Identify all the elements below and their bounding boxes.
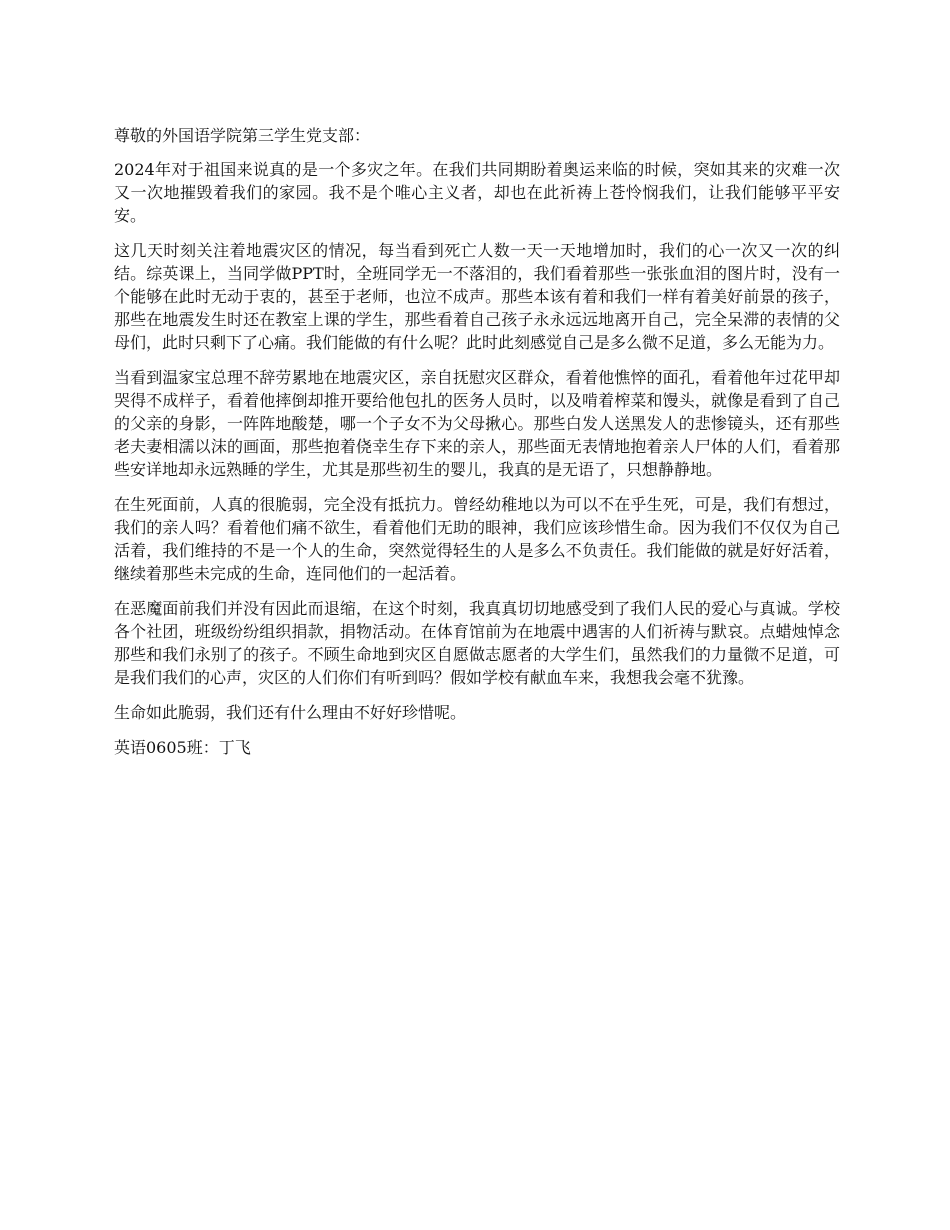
letter-paragraph-1: 2024年对于祖国来说真的是一个多灾之年。在我们共同期盼着奥运来临的时候，突如其来的灾难一次又一次地摧毁着我们的家园。我不是个唯心主义者，却也在此祈祷上苍怜悯我们，让我们能够平平安安。 [114, 160, 840, 225]
letter-salutation: 尊敬的外国语学院第三学生党支部： [114, 126, 371, 145]
letter-document [114, 124, 840, 771]
letter-paragraph-5: 在恶魔面前我们并没有因此而退缩，在这个时刻，我真真切切地感受到了我们人民的爱心与真诚。学校各个社团，班级纷纷组织捐款，捐物活动。在体育馆前为在地震中遇害的人们祈祷与默哀。点蜡烛悼念那些和我们永别了的孩子。不顾生命地到灾区自愿做志愿者的大学生们，虽然我们的力量微不足道，可是我们我们的心声，灾区的人们你们有听到吗？假如学校有献血车来，我想我会毫不犹豫。 [114, 599, 840, 687]
letter-paragraph-2: 这几天时刻关注着地震灾区的情况，每当看到死亡人数一天一天地增加时，我们的心一次又一次的纠结。综英课上，当同学做PPT时，全班同学无一不落泪的，我们看着那些一张张血泪的图片时，没有一个能够在此时无动于衷的，甚至于老师，也泣不成声。那些本该有着和我们一样有着美好前景的孩子，那些在地震发生时还在教室上课的学生，那些看着自己孩子永永远远地离开自己，完全呆滞的表情的父母们，此时只剩下了心痛。我们能做的有什么呢？此时此刻感觉自己是多么微不足道，多么无能为力。 [114, 241, 840, 352]
letter-signature: 英语0605班：丁飞 [114, 738, 251, 757]
letter-closing-line: 生命如此脆弱，我们还有什么理由不好好珍惜呢。 [114, 703, 467, 722]
letter-paragraph-3: 当看到温家宝总理不辞劳累地在地震灾区，亲自抚慰灾区群众，看着他憔悴的面孔，看着他年过花甲却哭得不成样子，看着他摔倒却推开要给他包扎的医务人员时，以及啃着榨菜和馒头，就像是看到了自己的父亲的身影，一阵阵地酸楚，哪一个子女不为父母揪心。那些白发人送黑发人的悲惨镜头，还有那些老夫妻相濡以沫的画面，那些抱着侥幸生存下来的亲人，那些面无表情地抱着亲人尸体的人们，看着那些安详地却永远熟睡的学生，尤其是那些初生的婴儿，我真的是无语了，只想静静地。 [114, 368, 840, 479]
letter-paragraph-4: 在生死面前，人真的很脆弱，完全没有抵抗力。曾经幼稚地以为可以不在乎生死，可是，我们有想过，我们的亲人吗？看着他们痛不欲生，看着他们无助的眼神，我们应该珍惜生命。因为我们不仅仅为自己活着，我们维持的不是一个人的生命，突然觉得轻生的人是多么不负责任。我们能做的就是好好活着，继续着那些未完成的生命，连同他们的一起活着。 [114, 495, 840, 583]
